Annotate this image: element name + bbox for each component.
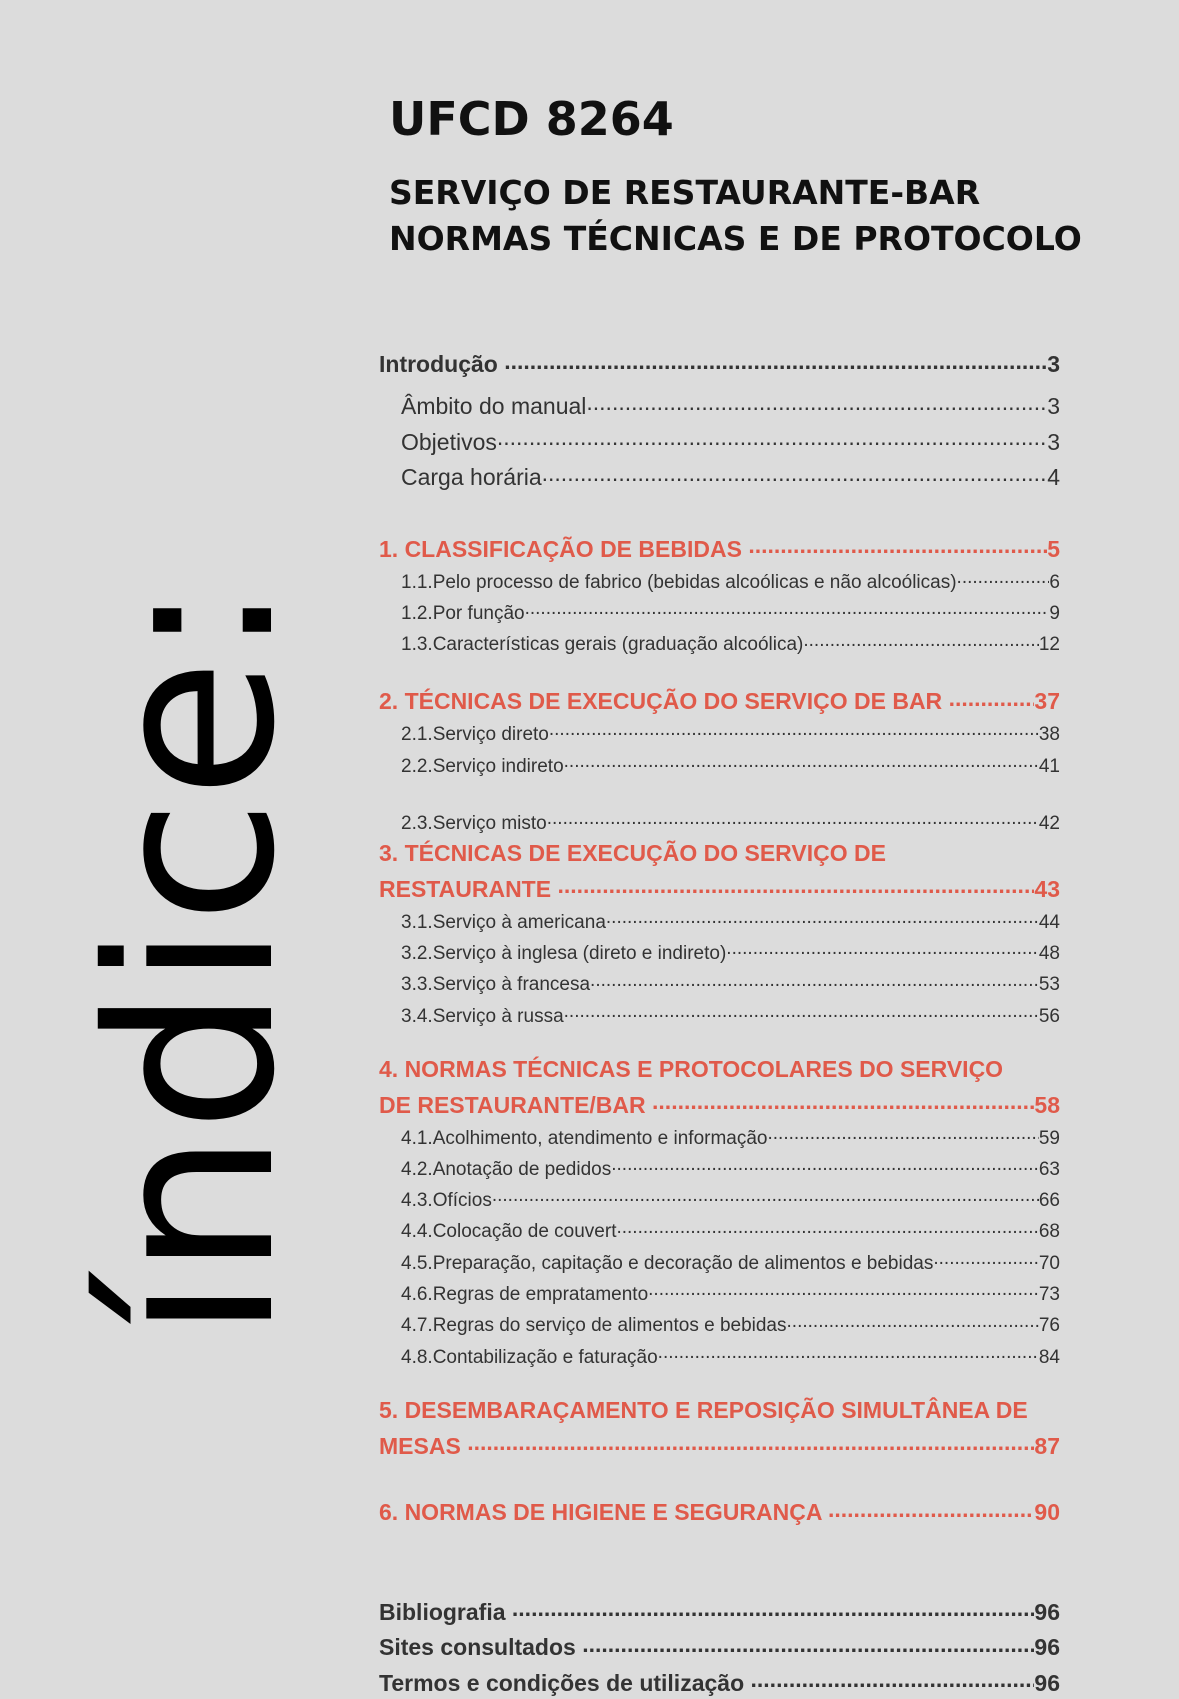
toc-section-label: 2. TÉCNICAS DE EXECUÇÃO DO SERVIÇO DE BAR bbox=[379, 688, 943, 715]
toc-page-number: 96 bbox=[1034, 1634, 1060, 1661]
toc-subentry-label: Âmbito do manual bbox=[401, 393, 587, 420]
toc-entry-label: Termos e condições de utilização bbox=[379, 1670, 745, 1697]
toc-page-number: 3 bbox=[1047, 350, 1060, 377]
toc-section-label: DE RESTAURANTE/BAR bbox=[379, 1091, 646, 1118]
dot-leader bbox=[497, 422, 1047, 450]
dot-leader bbox=[564, 749, 1039, 772]
toc-entry-termos[interactable] bbox=[379, 1663, 1060, 1699]
toc-subentry-label: 4.8.Contabilização e faturação bbox=[401, 1346, 658, 1368]
toc-subentry[interactable] bbox=[379, 968, 1060, 999]
dot-leader bbox=[748, 529, 1047, 557]
toc-page-number: 70 bbox=[1038, 1252, 1060, 1274]
toc-section-4-heading[interactable]: 4. NORMAS TÉCNICAS E PROTOCOLARES DO SERVIÇO bbox=[379, 1056, 1004, 1083]
toc-subentry[interactable] bbox=[379, 387, 1060, 423]
toc-section-label: MESAS bbox=[379, 1432, 461, 1459]
toc-page-number: 96 bbox=[1034, 1670, 1060, 1697]
toc-subentry-label: 1.2.Por função bbox=[401, 603, 525, 625]
dot-leader bbox=[557, 869, 1034, 897]
toc-page-number: 41 bbox=[1038, 755, 1060, 777]
toc-subentry[interactable] bbox=[379, 1309, 1060, 1340]
document-code-title: UFCD 8264 bbox=[389, 92, 674, 146]
dot-leader bbox=[768, 1121, 1039, 1144]
toc-page-number: 58 bbox=[1034, 1091, 1060, 1118]
toc-subentry-label: 3.1.Serviço à americana bbox=[401, 911, 606, 933]
toc-entry-label: Introdução bbox=[379, 350, 498, 377]
toc-section-5-heading[interactable]: 5. DESEMBARAÇAMENTO E REPOSIÇÃO SIMULTÂNEA DE bbox=[379, 1397, 1028, 1424]
vertical-index-heading: índice: bbox=[59, 581, 325, 1340]
toc-section-3-heading[interactable]: 3. TÉCNICAS DE EXECUÇÃO DO SERVIÇO DE bbox=[379, 840, 886, 867]
toc-subentry[interactable] bbox=[379, 749, 1060, 780]
toc-page-number: 76 bbox=[1038, 1315, 1060, 1337]
toc-page-number: 3 bbox=[1047, 428, 1060, 455]
toc-entry-label: Sites consultados bbox=[379, 1634, 576, 1661]
toc-subentry[interactable] bbox=[379, 717, 1060, 748]
toc-subentry-label: 2.2.Serviço indireto bbox=[401, 755, 564, 777]
toc-subentry[interactable] bbox=[379, 1340, 1060, 1371]
course-title-line-2: NORMAS TÉCNICAS E DE PROTOCOLO bbox=[389, 219, 1082, 258]
toc-page-number: 42 bbox=[1038, 812, 1060, 834]
toc-page-number: 6 bbox=[1049, 571, 1060, 593]
dot-leader bbox=[542, 458, 1048, 486]
toc-page-number: 84 bbox=[1038, 1346, 1060, 1368]
toc-section-6[interactable] bbox=[379, 1493, 1060, 1529]
toc-page-number: 53 bbox=[1038, 974, 1060, 996]
dot-leader bbox=[658, 1340, 1039, 1363]
dot-leader bbox=[957, 565, 1050, 588]
toc-subentry[interactable] bbox=[379, 1215, 1060, 1246]
toc-subentry[interactable] bbox=[379, 806, 1060, 837]
toc-subentry-label: 3.4.Serviço à russa bbox=[401, 1005, 564, 1027]
toc-section-label: 1. CLASSIFICAÇÃO DE BEBIDAS bbox=[379, 535, 742, 562]
dot-leader bbox=[726, 936, 1039, 959]
toc-section-2[interactable] bbox=[379, 682, 1060, 718]
dot-leader bbox=[787, 1309, 1039, 1332]
toc-page-number: 68 bbox=[1038, 1221, 1060, 1243]
dot-leader bbox=[525, 596, 1050, 619]
toc-page-number: 66 bbox=[1038, 1190, 1060, 1212]
dot-leader bbox=[751, 1663, 1035, 1691]
toc-entry-label: Bibliografia bbox=[379, 1598, 506, 1625]
dot-leader bbox=[582, 1628, 1034, 1656]
toc-section-label: RESTAURANTE bbox=[379, 875, 552, 902]
toc-page-number: 43 bbox=[1034, 875, 1060, 902]
toc-subentry-label: 2.1.Serviço direto bbox=[401, 724, 549, 746]
toc-page-number: 3 bbox=[1047, 393, 1060, 420]
toc-subentry[interactable] bbox=[379, 999, 1060, 1030]
toc-subentry-label: 1.3.Características gerais (graduação alcoólica) bbox=[401, 634, 804, 656]
toc-page-number: 9 bbox=[1049, 603, 1060, 625]
toc-page-number: 5 bbox=[1047, 535, 1060, 562]
dot-leader bbox=[512, 1592, 1035, 1620]
course-title-line-1: SERVIÇO DE RESTAURANTE-BAR bbox=[389, 173, 981, 212]
toc-subentry[interactable] bbox=[379, 422, 1060, 458]
table-of-contents bbox=[379, 344, 1060, 1699]
toc-section-4[interactable] bbox=[379, 1085, 1060, 1121]
toc-subentry-label: 4.4.Colocação de couvert bbox=[401, 1221, 617, 1243]
toc-page-number: 4 bbox=[1047, 464, 1060, 491]
toc-section-1[interactable] bbox=[379, 529, 1060, 565]
dot-leader bbox=[547, 806, 1039, 829]
toc-subentry-label: 4.7.Regras do serviço de alimentos e bebidas bbox=[401, 1315, 787, 1337]
course-title bbox=[389, 170, 1082, 262]
toc-section-label: 6. NORMAS DE HIGIENE E SEGURANÇA bbox=[379, 1499, 822, 1526]
toc-page-number: 48 bbox=[1038, 943, 1060, 965]
toc-subentry-label: Carga horária bbox=[401, 464, 542, 491]
dot-leader bbox=[616, 1215, 1038, 1238]
toc-subentry-label: 3.2.Serviço à inglesa (direto e indireto) bbox=[401, 943, 727, 965]
toc-subentry[interactable] bbox=[379, 1246, 1060, 1277]
toc-subentry-label: 3.3.Serviço à francesa bbox=[401, 974, 591, 996]
toc-subentry-label: 4.2.Anotação de pedidos bbox=[401, 1158, 612, 1180]
toc-subentry[interactable] bbox=[379, 936, 1060, 967]
dot-leader bbox=[564, 999, 1039, 1022]
toc-section-5[interactable] bbox=[379, 1426, 1060, 1462]
toc-page-number: 37 bbox=[1034, 688, 1060, 715]
toc-page-number: 38 bbox=[1038, 724, 1060, 746]
toc-subentry[interactable] bbox=[379, 1183, 1060, 1214]
toc-entry-sites[interactable] bbox=[379, 1628, 1060, 1664]
dot-leader bbox=[467, 1426, 1034, 1454]
dot-leader bbox=[648, 1277, 1039, 1300]
toc-page-number: 90 bbox=[1034, 1499, 1060, 1526]
toc-subentry[interactable] bbox=[379, 458, 1060, 494]
dot-leader bbox=[828, 1493, 1034, 1521]
toc-page-number: 96 bbox=[1034, 1598, 1060, 1625]
toc-subentry[interactable] bbox=[379, 628, 1060, 659]
dot-leader bbox=[504, 344, 1047, 372]
toc-subentry-label: 4.6.Regras de empratamento bbox=[401, 1284, 649, 1305]
toc-page-number: 73 bbox=[1038, 1284, 1060, 1305]
toc-subentry[interactable] bbox=[379, 1152, 1060, 1183]
toc-subentry-label: 4.5.Preparação, capitação e decoração de alimentos e bebidas bbox=[401, 1252, 934, 1274]
dot-leader bbox=[590, 968, 1039, 991]
dot-leader bbox=[652, 1085, 1034, 1113]
toc-page-number: 59 bbox=[1038, 1127, 1060, 1149]
toc-subentry[interactable] bbox=[379, 1277, 1060, 1308]
toc-page-number: 63 bbox=[1038, 1158, 1060, 1180]
toc-subentry-label: 4.1.Acolhimento, atendimento e informação bbox=[401, 1127, 768, 1149]
toc-subentry[interactable] bbox=[379, 905, 1060, 936]
toc-page-number: 56 bbox=[1038, 1005, 1060, 1027]
toc-page-number: 12 bbox=[1038, 634, 1060, 656]
toc-subentry[interactable] bbox=[379, 596, 1060, 627]
dot-leader bbox=[949, 682, 1035, 710]
dot-leader bbox=[933, 1246, 1039, 1269]
toc-subentry[interactable] bbox=[379, 1121, 1060, 1152]
dot-leader bbox=[586, 387, 1047, 415]
dot-leader bbox=[606, 905, 1039, 928]
toc-subentry-label: 2.3.Serviço misto bbox=[401, 812, 547, 834]
toc-subentry-label: Objetivos bbox=[401, 428, 497, 455]
dot-leader bbox=[549, 717, 1039, 740]
toc-entry-introducao[interactable] bbox=[379, 344, 1060, 381]
toc-subentry-label: 1.1.Pelo processo de fabrico (bebidas alcoólicas e não alcoólicas) bbox=[401, 571, 957, 593]
toc-page-number: 44 bbox=[1038, 911, 1060, 933]
dot-leader bbox=[492, 1183, 1039, 1206]
toc-section-3[interactable] bbox=[379, 869, 1060, 905]
toc-subentry[interactable] bbox=[379, 565, 1060, 596]
dot-leader bbox=[611, 1152, 1039, 1175]
dot-leader bbox=[803, 628, 1039, 651]
toc-entry-bibliografia[interactable] bbox=[379, 1592, 1060, 1628]
toc-subentry-label: 4.3.Ofícios bbox=[401, 1190, 492, 1212]
toc-page-number: 87 bbox=[1034, 1432, 1060, 1459]
